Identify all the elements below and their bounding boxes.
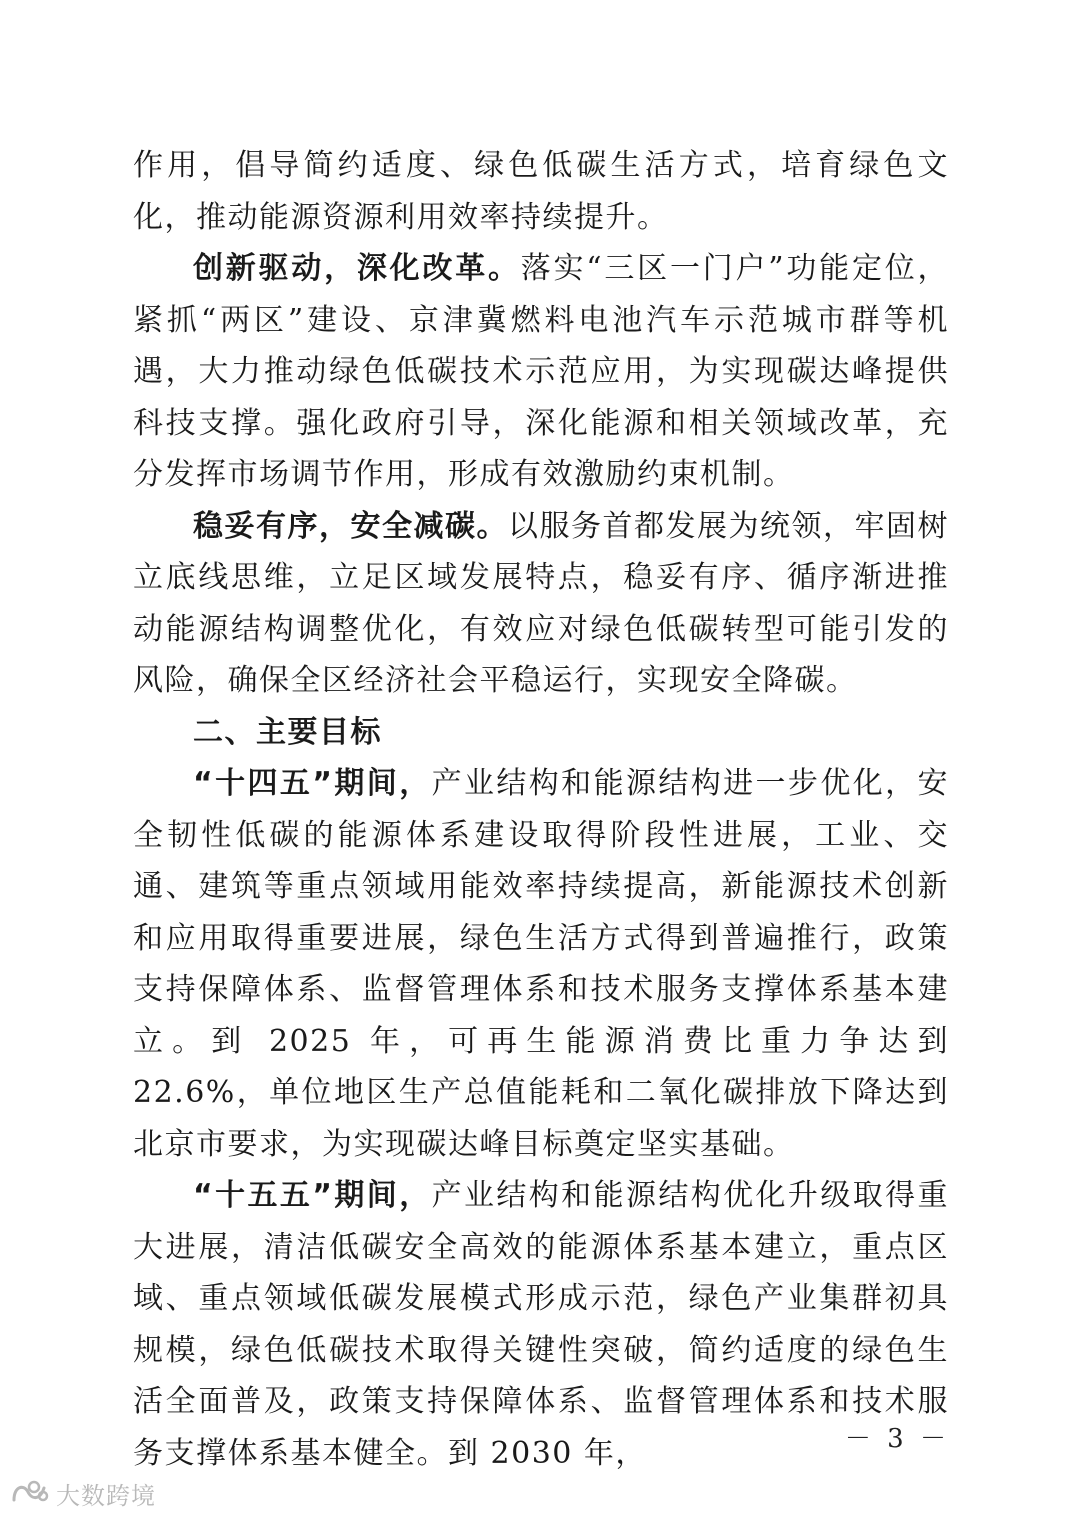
paragraph-lead: 稳妥有序，安全减碳。 [193,508,508,544]
watermark-text: 大数跨境 [56,1481,156,1510]
paragraph-goal-15th [133,1170,949,1479]
paragraph-lead: “十五五”期间， [193,1178,432,1213]
paragraph-text: 产业结构和能源结构进一步优化，安全韧性低碳的能源体系建设取得阶段性进展，工业、交通、建筑等重点领域用能效率持续提高，新能源技术创新和应用取得重要进展，绿色生活方式得到普遍推行，政策支持保障体系、监督管理体系和技术服务支撑体系基本建立。到 2025 年，可再生能源消费比重力争达到 22.6%，单位地区生产总值能耗和二氧化碳排放下降达到北京市要求，为实现碳达峰目标奠定坚实基础。 [133,766,950,1162]
paragraph-lead: “十四五”期间， [193,766,432,801]
document-body [133,140,949,1479]
paragraph-lead: 创新驱动，深化改革。 [193,251,521,286]
logo-icon [10,1478,50,1508]
paragraph-goal-14th [133,758,949,1170]
section-heading: 二、主要目标 [193,714,382,750]
paragraph-innovation [133,243,949,501]
paragraph-safety [133,501,949,707]
page-number: － 3 － [844,1424,950,1454]
paragraph-continued [133,140,949,243]
paragraph-text: 以服务首都发展为统领，牢固树立底线思维，立足区域发展特点，稳妥有序、循序渐进推动能源结构调整优化，有效应对绿色低碳转型可能引发的风险，确保全区经济社会平稳运行，实现安全降碳。 [133,508,949,698]
paragraph-text: 落实“三区一门户”功能定位，紧抓“两区”建设、京津冀燃料电池汽车示范城市群等机遇，大力推动绿色低碳技术示范应用，为实现碳达峰提供科技支撑。强化政府引导，深化能源和相关领域改革，充分发挥市场调节作用，形成有效激励约束机制。 [133,251,949,492]
watermark [10,1473,156,1513]
paragraph-text: 作用，倡导简约适度、绿色低碳生活方式，培育绿色文化，推动能源资源利用效率持续提升。 [133,148,949,235]
paragraph-text: 产业结构和能源结构优化升级取得重大进展，清洁低碳安全高效的能源体系基本建立，重点区域、重点领域低碳发展模式形成示范，绿色产业集群初具规模，绿色低碳技术取得关键性突破，简约适度的绿色生活全面普及，政策支持保障体系、监督管理体系和技术服务支撑体系基本健全。到 2030 年， [133,1178,950,1471]
